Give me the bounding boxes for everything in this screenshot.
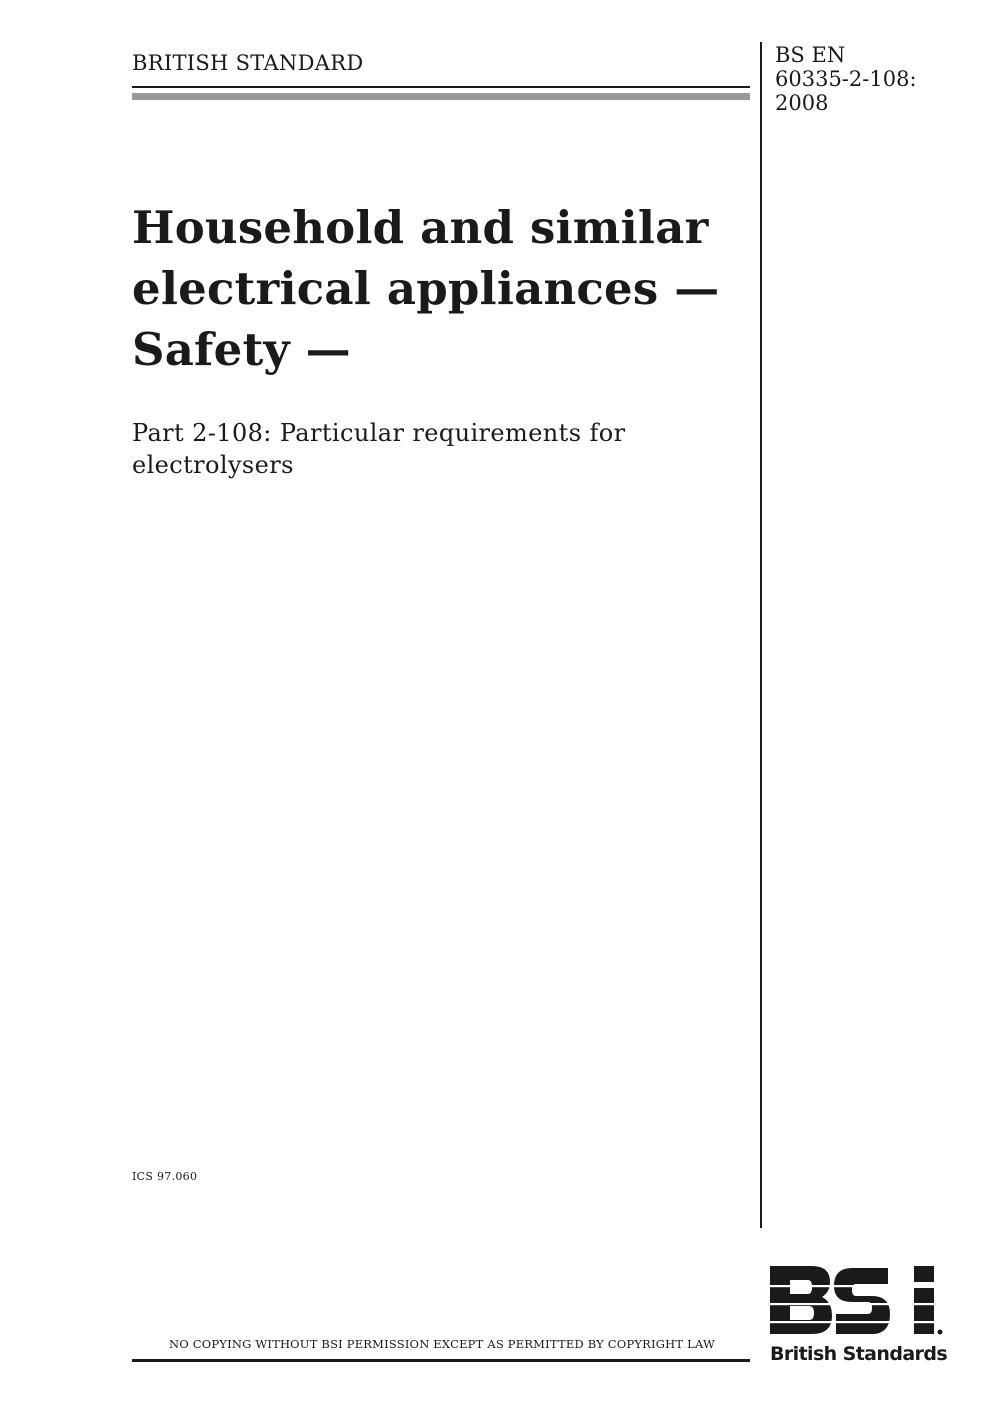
series-label: BRITISH STANDARD bbox=[132, 51, 364, 75]
header-rule-grey bbox=[132, 93, 750, 100]
part-subtitle-line: Part 2-108: Particular requirements for bbox=[132, 419, 626, 447]
part-subtitle-line: electrolysers bbox=[132, 451, 294, 479]
standard-id-line: BS EN bbox=[775, 43, 846, 67]
part-subtitle bbox=[132, 417, 752, 481]
standard-id bbox=[775, 43, 917, 115]
standard-id-line: 60335-2-108: bbox=[775, 67, 917, 91]
vertical-rule bbox=[760, 42, 762, 1228]
header-rule-thin bbox=[132, 86, 750, 88]
copyright-notice: NO COPYING WITHOUT BSI PERMISSION EXCEPT AS PERMITTED BY COPYRIGHT LAW bbox=[168, 1337, 716, 1351]
main-title-line: Safety — bbox=[132, 323, 351, 376]
ics-code: ICS 97.060 bbox=[132, 1170, 198, 1183]
main-title-line: Household and similar bbox=[132, 201, 709, 254]
standard-id-line: 2008 bbox=[775, 91, 829, 115]
main-title-line: electrical appliances — bbox=[132, 262, 720, 315]
bsi-caption: British Standards bbox=[770, 1343, 948, 1365]
footer-rule bbox=[132, 1359, 750, 1362]
main-title bbox=[132, 197, 752, 380]
